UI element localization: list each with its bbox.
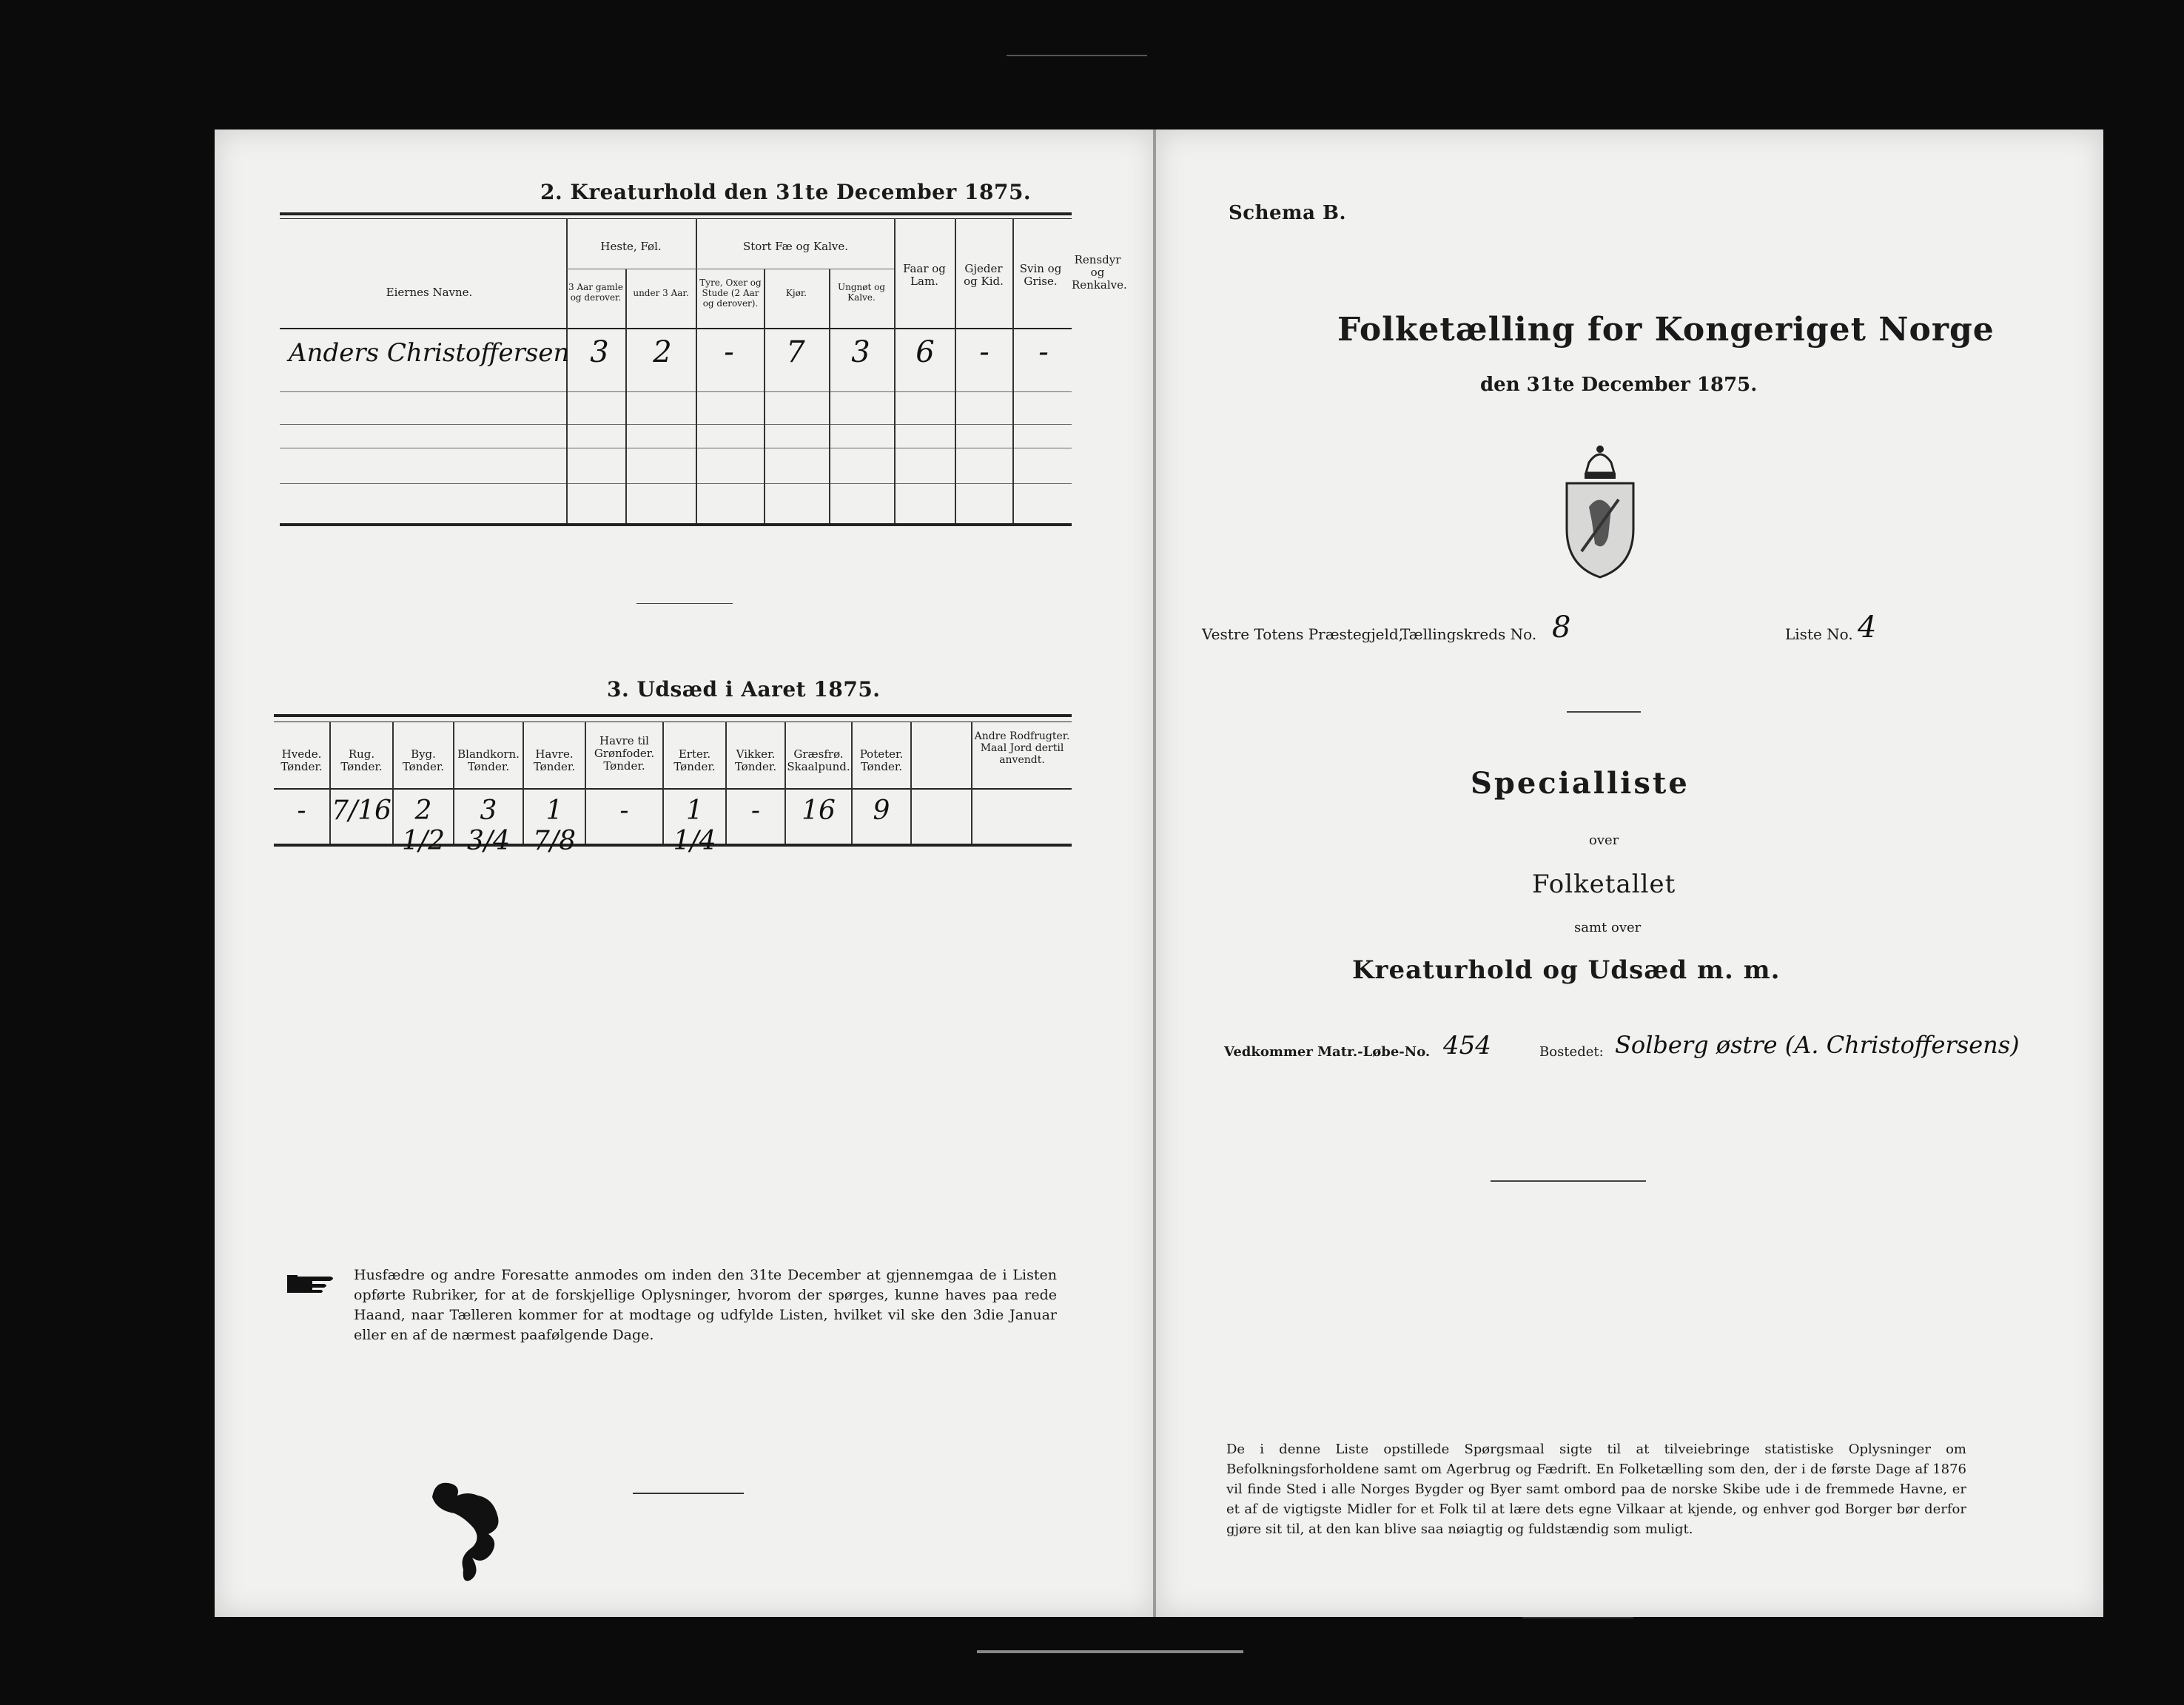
- col-horses-a: 3 Aar gamle og derover.: [568, 282, 623, 303]
- col-pigs: Svin og Grise.: [1019, 262, 1062, 288]
- pigs-value: -: [1038, 335, 1049, 369]
- top-mark: [1007, 55, 1147, 56]
- col-rug: Rug. Tønder.: [340, 747, 383, 773]
- sheep-value: 6: [915, 335, 935, 369]
- value-vikker: -: [750, 796, 761, 826]
- over-label: over: [1589, 833, 1619, 848]
- left-page: [215, 130, 1156, 1617]
- col-cattle-b: Kjør.: [785, 288, 807, 298]
- notice-text: Husfædre og andre Foresatte anmodes om inden den 31te December at gjennemgaa de i Listen opførte Rubriker, for at de forskjellige Oplysninger, hvorom der spørges, kunne haves paa rede Haand, naar Tælleren kommer for at modtage og udfylde Listen, hvilket vil ske den 3die Januar eller en af de nærmest paafølgende Dage.: [354, 1267, 1057, 1343]
- parish-label: Vestre Totens Præstegjeld,: [1202, 625, 1404, 643]
- horses-b-value: 2: [653, 335, 672, 369]
- right-page: [1156, 130, 2103, 1617]
- document-date: den 31te December 1875.: [1480, 374, 1758, 396]
- col-cattle-a: Tyre, Oxer og Stude (2 Aar og derover).: [699, 278, 762, 309]
- list-label: Liste No.: [1785, 625, 1853, 643]
- value-hvede: -: [297, 796, 306, 826]
- col-owner: Eiernes Navne.: [386, 286, 473, 299]
- col-blandkorn: Blandkorn. Tønder.: [457, 747, 520, 773]
- schema-label: Schema B.: [1229, 202, 1346, 224]
- pointing-hand-icon: [286, 1269, 339, 1302]
- district-label: Tællingskreds No.: [1400, 625, 1537, 643]
- goats-value: -: [979, 335, 989, 369]
- col-goats: Gjeder og Kid.: [964, 262, 1004, 288]
- col-reindeer: Rensdyr og Renkalve.: [1072, 253, 1127, 292]
- col-havre-gronfoder: Havre til Grønfoder. Tønder.: [594, 734, 655, 773]
- ink-blot-icon: [429, 1476, 518, 1590]
- value-graesfro: 16: [802, 796, 836, 826]
- col-horses-b: under 3 Aar.: [633, 288, 689, 298]
- value-havre-gronfoder: -: [619, 796, 629, 826]
- bottom-mark: [977, 1650, 1243, 1653]
- list-number: 4: [1858, 611, 1877, 645]
- horses-a-value: 3: [590, 335, 609, 369]
- col-cattle: Stort Fæ og Kalve.: [742, 240, 849, 253]
- col-cattle-c: Ungnøt og Kalve.: [837, 282, 886, 303]
- cattle-a-value: -: [724, 335, 734, 369]
- district-number: 8: [1552, 611, 1571, 645]
- col-andre-rodfrugter: Andre Rodfrugter. Maal Jord dertil anvendt.: [974, 730, 1070, 766]
- specialliste-title: Specialliste: [1471, 766, 1690, 801]
- value-blandkorn: 3 3/4: [467, 796, 510, 856]
- section2-title: 2. Kreaturhold den 31te December 1875.: [540, 180, 1032, 204]
- col-sheep: Faar og Lam.: [903, 262, 946, 288]
- footer-text: De i denne Liste opstillede Spørgsmaal sigte til at tilveiebringe statistiske Oplysninger om Befolkningsforholdene samt om Agerbrug og Fædrift. En Folketælling som den, der i de første Dage af 1876 vil finde Sted i alle Norges Bygder og Byer samt ombord paa de norske Skibe ude i de fremmede Havne, er et af de vigtigste Midler for et Folk til at lære dets egne Vilkaar at kjende, og enhver god Borger bør derfor gjøre sit til, at den kan blive saa nøiagtig og fuldstændig som muligt.: [1226, 1442, 1966, 1537]
- section3-title: 3. Udsæd i Aaret 1875.: [607, 677, 881, 702]
- value-rug: 7/16: [332, 796, 392, 826]
- kreaturhold-title: Kreaturhold og Udsæd m. m.: [1352, 955, 1781, 985]
- col-graesfro: Græsfrø. Skaalpund.: [787, 747, 850, 773]
- value-havre: 1 7/8: [533, 796, 576, 856]
- value-erter: 1 1/4: [673, 796, 716, 856]
- col-byg: Byg. Tønder.: [402, 747, 445, 773]
- matr-label: Vedkommer Matr.-Løbe-No.: [1224, 1044, 1431, 1060]
- cattle-b-value: 7: [786, 335, 805, 369]
- value-byg: 2 1/2: [402, 796, 445, 856]
- col-vikker: Vikker. Tønder.: [734, 747, 777, 773]
- bosted-label: Bostedet:: [1539, 1044, 1604, 1060]
- col-havre: Havre. Tønder.: [533, 747, 576, 773]
- col-erter: Erter. Tønder.: [673, 747, 716, 773]
- col-horses: Heste, Føl.: [600, 240, 662, 253]
- col-hvede: Hvede. Tønder.: [280, 747, 323, 773]
- owner-name: Anders Christoffersen: [289, 338, 570, 368]
- document-title: Folketælling for Kongeriget Norge: [1337, 311, 1995, 349]
- folketallet-title: Folketallet: [1532, 870, 1676, 899]
- norwegian-coat-of-arms-icon: [1559, 440, 1641, 584]
- value-poteter: 9: [873, 796, 890, 826]
- samt-over-label: samt over: [1574, 920, 1642, 935]
- col-poteter: Poteter. Tønder.: [859, 747, 904, 773]
- matr-number: 454: [1443, 1031, 1491, 1060]
- bosted-value: Solberg østre (A. Christoffersens): [1615, 1031, 2020, 1059]
- cattle-c-value: 3: [851, 335, 870, 369]
